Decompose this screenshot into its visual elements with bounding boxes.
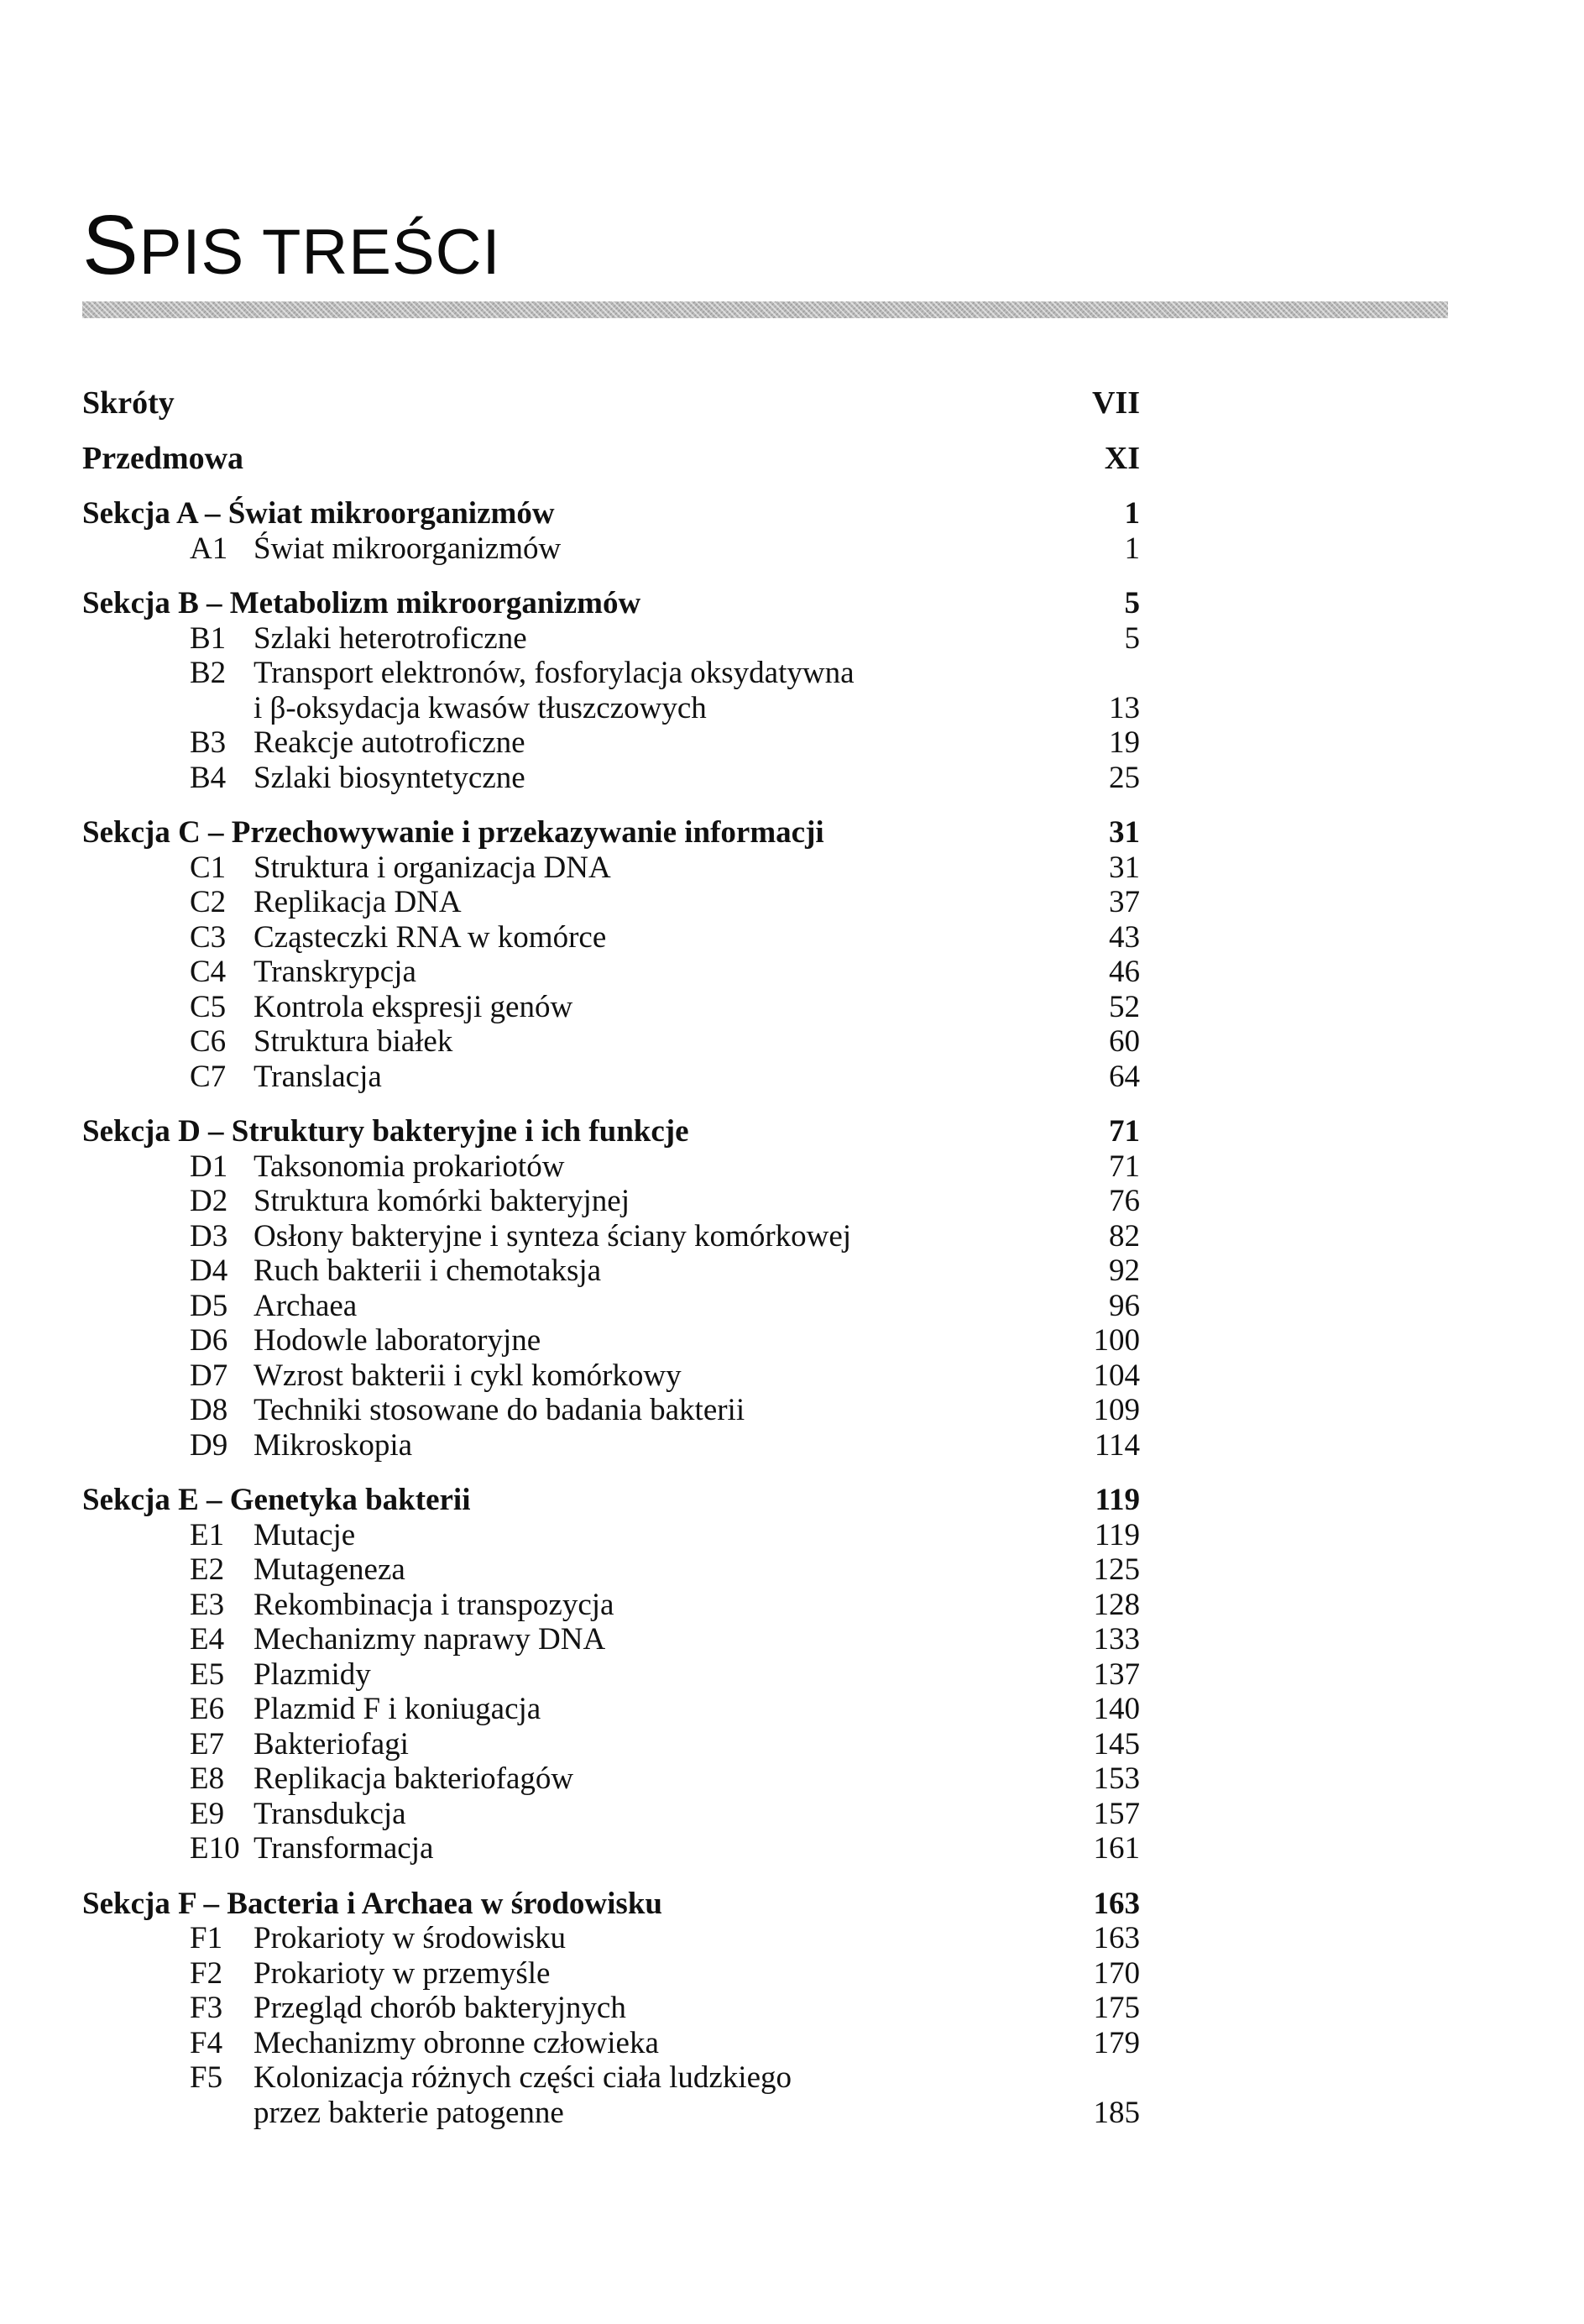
toc-chapter-title: Translacja (254, 1059, 382, 1094)
toc-chapter-entry[interactable] (82, 1428, 1140, 1463)
toc-page-number: 71 (1109, 1114, 1140, 1149)
toc-chapter-title: przez bakterie patogenne (254, 2095, 564, 2130)
toc-chapter-entry[interactable] (82, 1991, 1140, 2026)
toc-chapter-code: B3 (190, 725, 227, 760)
toc-chapter-code: F4 (190, 2025, 223, 2060)
toc-chapter-title: Kolonizacja różnych części ciała ludzkiego (254, 2060, 792, 2095)
toc-chapter-entry[interactable] (82, 1831, 1140, 1866)
toc-chapter-title: Cząsteczki RNA w komórce (254, 919, 607, 955)
toc-front-entry[interactable] (82, 386, 1140, 421)
toc-chapter-entry[interactable] (82, 1552, 1140, 1588)
toc-chapter-code: C4 (190, 955, 227, 989)
toc-chapter-title: Szlaki heterotroficzne (254, 620, 527, 656)
toc-page-number: 46 (1109, 955, 1140, 989)
toc-chapter-title: Bakteriofagi (254, 1726, 409, 1761)
toc-chapter-code: D1 (190, 1149, 228, 1184)
toc-chapter-entry[interactable] (82, 2026, 1140, 2061)
toc-page-number: 125 (1093, 1552, 1140, 1587)
toc-page-number: 52 (1109, 989, 1140, 1024)
toc-page-number: 13 (1109, 690, 1140, 725)
toc-chapter-entry[interactable] (82, 1956, 1140, 1992)
toc-page-number: 133 (1093, 1622, 1140, 1657)
toc-chapter-code: C3 (190, 919, 227, 955)
toc-page-number: 128 (1093, 1587, 1140, 1622)
toc-section-title: Sekcja E – Genetyka bakterii (82, 1483, 471, 1517)
toc-chapter-entry[interactable] (82, 656, 1140, 691)
toc-chapter-code: C6 (190, 1024, 227, 1059)
toc-chapter-code: E2 (190, 1552, 225, 1587)
toc-chapter-entry[interactable] (82, 725, 1140, 761)
toc-page-number: 64 (1109, 1059, 1140, 1094)
toc-chapter-code: D8 (190, 1393, 228, 1427)
toc-chapter-entry[interactable] (82, 1149, 1140, 1185)
toc-chapter-code: B2 (190, 656, 227, 690)
toc-chapter-title: Struktura białek (254, 1024, 453, 1059)
toc-chapter-entry[interactable] (82, 1692, 1140, 1727)
toc-chapter-title: Techniki stosowane do badania bakterii (254, 1393, 745, 1427)
toc-section-group (82, 1114, 1140, 1463)
toc-chapter-entry[interactable] (82, 1727, 1140, 1762)
toc-chapter-title: Świat mikroorganizmów (254, 531, 562, 566)
toc-page-number: 5 (1124, 620, 1140, 656)
toc-page-number: 185 (1093, 2095, 1140, 2130)
toc-chapter-title: Mechanizmy naprawy DNA (254, 1622, 606, 1657)
toc-chapter-code: D7 (190, 1358, 228, 1393)
toc-chapter-code: E6 (190, 1692, 225, 1726)
toc-section-title: Sekcja D – Struktury bakteryjne i ich funkcje (82, 1114, 689, 1149)
page-title (82, 198, 501, 292)
toc-page-number: 92 (1109, 1254, 1140, 1288)
toc-page-number: 161 (1093, 1831, 1140, 1866)
toc-chapter-entry[interactable] (82, 1358, 1140, 1394)
toc-page-number: 60 (1109, 1024, 1140, 1059)
toc-chapter-entry[interactable] (82, 920, 1140, 955)
toc-chapter-entry[interactable] (82, 1060, 1140, 1095)
toc-chapter-title: Mutageneza (254, 1552, 405, 1587)
toc-chapter-code: E9 (190, 1796, 225, 1831)
toc-chapter-entry[interactable] (82, 1761, 1140, 1797)
toc-section-heading[interactable] (82, 1483, 1140, 1518)
toc-chapter-title: Kontrola ekspresji genów (254, 989, 573, 1024)
page-title-rest: PIS TREŚCI (139, 217, 501, 288)
toc-page-number: 163 (1093, 1921, 1140, 1955)
toc-chapter-code: D2 (190, 1184, 228, 1218)
toc-page-number: 163 (1093, 1886, 1140, 1921)
toc-section-group (82, 1887, 1140, 2131)
toc-chapter-title: i β-oksydacja kwasów tłuszczowych (254, 690, 707, 725)
toc-section-title: Sekcja A – Świat mikroorganizmów (82, 496, 555, 531)
toc-page-number: 179 (1093, 2025, 1140, 2060)
toc-chapter-code: E8 (190, 1761, 225, 1796)
toc-page-number: 96 (1109, 1288, 1140, 1323)
toc-chapter-title: Mikroskopia (254, 1427, 413, 1463)
toc-chapter-code: C5 (190, 989, 227, 1024)
toc-chapter-entry[interactable] (82, 885, 1140, 920)
toc-chapter-entry[interactable] (82, 990, 1140, 1025)
toc-section-group (82, 496, 1140, 566)
toc-page-number: 157 (1093, 1796, 1140, 1831)
toc-chapter-title: Transport elektronów, fosforylacja oksydatywna (254, 656, 855, 690)
toc-page-number: 137 (1093, 1657, 1140, 1692)
toc-chapter-entry[interactable] (82, 1657, 1140, 1693)
toc-chapter-title: Plazmidy (254, 1657, 371, 1692)
toc-page-number: 82 (1109, 1218, 1140, 1254)
toc-section-heading[interactable] (82, 586, 1140, 621)
toc-section-heading[interactable] (82, 1114, 1140, 1149)
toc-page-number: VII (1091, 385, 1140, 421)
toc-page-number: 1 (1124, 531, 1140, 566)
toc-page-number: 145 (1093, 1726, 1140, 1761)
toc-page-number: 25 (1109, 760, 1140, 795)
toc-page-number: 153 (1093, 1761, 1140, 1796)
toc-section-title: Sekcja F – Bacteria i Archaea w środowisku (82, 1886, 662, 1921)
toc-chapter-entry[interactable] (82, 1254, 1140, 1289)
toc-chapter-title: Transformacja (254, 1831, 434, 1866)
toc-chapter-code: C7 (190, 1059, 227, 1094)
toc-chapter-entry[interactable] (82, 1393, 1140, 1428)
toc-front-title: Przedmowa (82, 440, 244, 476)
toc-chapter-code: B1 (190, 620, 227, 656)
toc-chapter-title: Prokarioty w środowisku (254, 1921, 567, 1955)
toc-chapter-entry[interactable] (82, 1797, 1140, 1832)
toc-chapter-code: E1 (190, 1517, 225, 1552)
toc-section-group (82, 586, 1140, 795)
toc-page-number: 31 (1109, 815, 1140, 850)
toc-page-number: 31 (1109, 850, 1140, 885)
toc-page-number: 140 (1093, 1692, 1140, 1726)
toc-page-number: 114 (1094, 1427, 1140, 1463)
toc-page-number: 104 (1093, 1358, 1140, 1393)
toc-chapter-entry[interactable] (82, 1024, 1140, 1060)
toc-chapter-code: C2 (190, 885, 227, 919)
toc-page-number: 1 (1124, 496, 1140, 531)
toc-chapter-title: Struktura i organizacja DNA (254, 850, 611, 885)
toc-page-number: 109 (1093, 1393, 1140, 1427)
toc-front-entry[interactable] (82, 442, 1140, 477)
toc-chapter-entry[interactable] (82, 955, 1140, 990)
toc-chapter-title: Wzrost bakterii i cykl komórkowy (254, 1358, 682, 1393)
toc-chapter-entry[interactable] (82, 621, 1140, 657)
toc-chapter-title: Transkrypcja (254, 955, 416, 989)
toc-chapter-title: Prokarioty w przemyśle (254, 1955, 551, 1991)
toc-page-number: 71 (1109, 1149, 1140, 1184)
toc-chapter-code: D4 (190, 1254, 228, 1288)
toc-chapter-entry[interactable] (82, 1323, 1140, 1358)
toc-chapter-title: Taksonomia prokariotów (254, 1149, 565, 1184)
toc-chapter-code: A1 (190, 531, 228, 566)
toc-chapter-code: D3 (190, 1218, 228, 1254)
toc-page-number: 119 (1094, 1517, 1140, 1552)
toc-chapter-entry[interactable] (82, 1622, 1140, 1657)
toc-page-number: 43 (1109, 919, 1140, 955)
toc-page-number: 5 (1124, 586, 1140, 620)
toc-chapter-title: Mutacje (254, 1517, 356, 1552)
toc-chapter-entry[interactable] (82, 761, 1140, 796)
toc-section-group (82, 1483, 1140, 1866)
toc-chapter-entry[interactable] (82, 1219, 1140, 1254)
toc-chapter-title: Hodowle laboratoryjne (254, 1323, 541, 1358)
toc-section-heading[interactable] (82, 496, 1140, 531)
toc-page-number: 119 (1095, 1483, 1140, 1517)
toc-chapter-title: Archaea (254, 1288, 358, 1323)
toc-chapter-entry[interactable] (82, 1289, 1140, 1324)
toc-chapter-title: Reakcje autotroficzne (254, 725, 525, 760)
toc-chapter-entry[interactable] (82, 1921, 1140, 1956)
toc-chapter-title: Replikacja DNA (254, 885, 462, 919)
toc-chapter-entry[interactable] (82, 1184, 1140, 1219)
toc-chapter-entry[interactable] (82, 1518, 1140, 1553)
toc-chapter-code: F1 (190, 1921, 223, 1955)
toc-page-number: 76 (1109, 1184, 1140, 1218)
toc-chapter-code: F3 (190, 1991, 223, 2025)
toc-chapter-title: Mechanizmy obronne człowieka (254, 2025, 659, 2060)
toc-chapter-title: Transdukcja (254, 1796, 406, 1831)
toc-chapter-code: D6 (190, 1323, 228, 1358)
page-title-first-letter: S (82, 198, 139, 292)
toc-page-number: XI (1104, 440, 1140, 476)
toc-chapter-code: E10 (190, 1831, 240, 1866)
toc-section-title: Sekcja B – Metabolizm mikroorganizmów (82, 586, 641, 620)
toc-chapter-code: D5 (190, 1288, 228, 1323)
toc-chapter-code: E4 (190, 1622, 225, 1657)
toc-page-number: 170 (1093, 1955, 1140, 1991)
toc-chapter-title: Osłony bakteryjne i synteza ściany komórkowej (254, 1218, 852, 1254)
toc-chapter-code: E3 (190, 1587, 225, 1622)
toc-page-number: 37 (1109, 885, 1140, 919)
toc-chapter-code: F2 (190, 1955, 223, 1991)
toc-chapter-title: Ruch bakterii i chemotaksja (254, 1254, 602, 1288)
toc-chapter-entry[interactable] (82, 851, 1140, 886)
toc-chapter-code: E7 (190, 1726, 225, 1761)
toc-section-heading[interactable] (82, 1887, 1140, 1922)
toc-section-heading[interactable] (82, 815, 1140, 851)
toc-chapter-entry[interactable] (82, 531, 1140, 567)
title-divider (82, 301, 1448, 318)
toc-chapter-entry[interactable] (82, 2060, 1140, 2096)
toc-chapter-entry[interactable] (82, 1588, 1140, 1623)
toc-chapter-code: F5 (190, 2060, 223, 2095)
toc-chapter-code: D9 (190, 1427, 228, 1463)
toc-front-title: Skróty (82, 385, 175, 421)
toc-page-number: 100 (1093, 1323, 1140, 1358)
toc-chapter-title: Rekombinacja i transpozycja (254, 1587, 614, 1622)
toc-page-number: 175 (1093, 1991, 1140, 2025)
toc-chapter-code: C1 (190, 850, 227, 885)
table-of-contents (82, 386, 1140, 2150)
toc-chapter-title: Plazmid F i koniugacja (254, 1692, 541, 1726)
toc-chapter-title: Szlaki biosyntetyczne (254, 760, 525, 795)
toc-chapter-entry[interactable] (82, 691, 1140, 726)
toc-chapter-code: E5 (190, 1657, 225, 1692)
toc-chapter-entry[interactable] (82, 2096, 1140, 2131)
toc-section-group (82, 815, 1140, 1094)
toc-section-title: Sekcja C – Przechowywanie i przekazywanie informacji (82, 815, 824, 850)
toc-chapter-title: Przegląd chorób bakteryjnych (254, 1991, 626, 2025)
toc-chapter-title: Replikacja bakteriofagów (254, 1761, 574, 1796)
toc-chapter-code: B4 (190, 760, 227, 795)
toc-page-number: 19 (1109, 725, 1140, 760)
toc-chapter-title: Struktura komórki bakteryjnej (254, 1184, 630, 1218)
